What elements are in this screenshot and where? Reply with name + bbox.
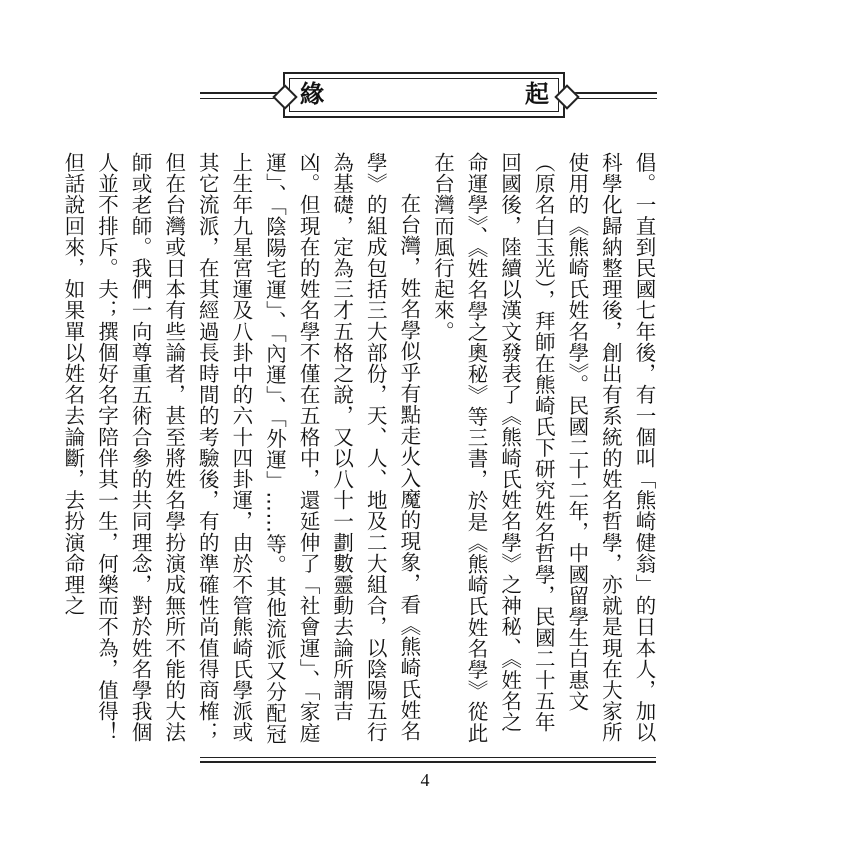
header-rule-left [200,92,283,94]
header-rule-right [565,92,657,94]
page-number: 4 [420,770,430,790]
chapter-title-left-char: 緣 [300,79,324,108]
paragraph: 倡。一直到民國七年後，有一個叫「熊崎健翁」的日本人，加以科學化歸納整理後，創出有系統的姓名哲學，亦就是現在大家所使用的《熊崎氏姓名學》。民國二十二年，中國留學生白惠文（原名白玉光），拜師在熊崎氏下研究姓名哲學，民國二十五年回國後，陸續以漢文發表了《熊崎氏姓名學》之神秘、《姓名之命運學》、《姓名學之奧秘》等三書，於是《熊崎氏姓名學》從此在台灣而風行起來。 [430,152,656,744]
body-text [60,152,660,752]
paragraph: 在台灣，姓名學似乎有點走火入魔的現象，看《熊崎氏姓名學》的組成包括三大部份，天、人、地及二大組合，以陰陽五行為基礎，定為三才五格之說，又以八十一劃數靈動去論所謂吉凶。但現在的姓名學不僅在五格中，還延伸了「社會運」、「家庭運」、「陰陽宅運」、「內運」、「外運」……等。其他流派又分配冠上生年九星宮運及八卦中的六十四卦運，由於不管熊崎氏學派或其它流派，在其經過長時間的考驗後，有的準確性尚值得商榷；但在台灣或日本有些論者，甚至將姓名學扮演成無所不能的大法師或老師。我們一向尊重五術合參的共同理念，對於姓名學我個人並不排斥。夫；撰個好名字陪伴其一生，何樂而不為，值得！但話說回來，如果單以姓名去論斷，去扮演命理之 [60,152,421,745]
footer-rule-lower [200,761,656,763]
header-rule-left-lower [200,98,283,99]
chapter-title-right-char: 起 [525,79,549,108]
footer-rule [200,757,656,758]
chapter-title-frame [283,72,565,118]
header-rule-right-lower [565,98,657,99]
